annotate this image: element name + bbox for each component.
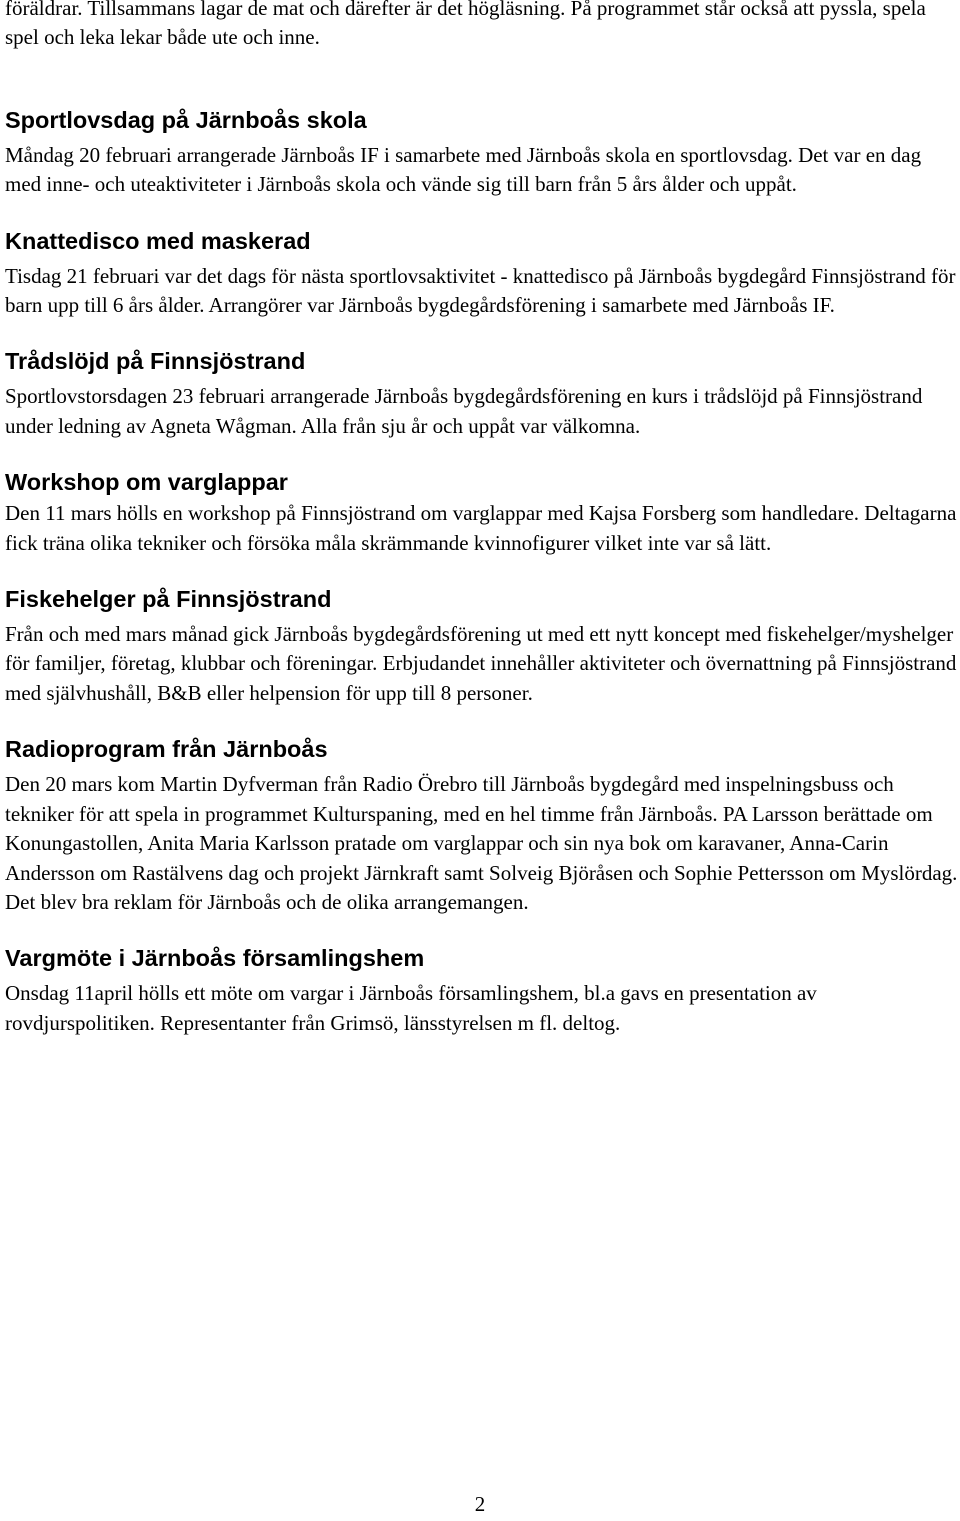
section-fiskehelger: [5, 584, 958, 708]
section-body: Tisdag 21 februari var det dags för nästa sportlovsaktivitet - knattedisco på Järnboås bygdegård Finnsjöstrand för barn upp till 6 års ålder. Arrangörer var Järnboås bygdegårdsförening i samarbete med Järnboås IF.: [5, 263, 956, 318]
section-body: Den 20 mars kom Martin Dyfverman från Radio Örebro till Järnboås bygdegård med inspelningsbuss och tekniker för att spela in programmet Kulturspaning, med en hel timme från Järnboås. PA Larsson berättade om Konungastollen, Anita Maria Karlsson pratade om varglappar och sin nya bok om karavaner, Anna-Carin Andersson om Rastälvens dag och projekt Järnkraft samt Solveig Björåsen och Sophie Pettersson om Myslördag. Det blev bra reklam för Järnboås och de olika arrangemangen.: [5, 772, 958, 914]
section-sportlovsdag: [5, 105, 958, 200]
section-body: Från och med mars månad gick Järnboås bygdegårdsförening ut med ett nytt koncept med fiskehelger/myshelger för familjer, företag, klubbar och föreningar. Erbjudandet innehåller aktiviteter och övernattning på Finnsjöstrand med självhushåll, B&B eller helpension för upp till 8 personer.: [5, 622, 957, 705]
page-number: 2: [474, 1492, 486, 1516]
section-workshop: [5, 467, 958, 558]
section-radioprogram: [5, 734, 958, 917]
section-body: Sportlovstorsdagen 23 februari arrangerade Järnboås bygdegårdsförening en kurs i trådslöjd på Finnsjöstrand under ledning av Agneta Wågman. Alla från sju år och uppåt var välkomna.: [5, 384, 923, 438]
intro-paragraph: föräldrar. Tillsammans lagar de mat och därefter är det högläsning. På programmet står också att pyssla, spela spel och leka lekar både ute och inne.: [5, 0, 926, 50]
section-body: Måndag 20 februari arrangerade Järnboås IF i samarbete med Järnboås skola en sportlovsdag. Det var en dag med inne- och uteaktiviteter i Järnboås skola och vände sig till barn från 5 års ålder och uppåt.: [5, 142, 922, 197]
section-heading: Fiskehelger på Finnsjöstrand: [5, 586, 332, 613]
section-heading: Vargmöte i Järnboås församlingshem: [5, 945, 425, 972]
section-heading: Workshop om varglappar: [5, 469, 288, 496]
section-vargmote: [5, 943, 958, 1038]
section-knattedisco: [5, 226, 958, 321]
section-tradslojd: [5, 346, 958, 441]
section-heading: Knattedisco med maskerad: [5, 227, 311, 254]
section-heading: Trådslöjd på Finnsjöstrand: [5, 348, 306, 375]
section-heading: Radioprogram från Järnboås: [5, 736, 328, 763]
section-body: Den 11 mars hölls en workshop på Finnsjöstrand om varglappar med Kajsa Forsberg som handledare. Deltagarna fick träna olika tekniker och försöka måla skrämmande kvinnofigurer vilket inte var så lätt.: [5, 501, 957, 555]
section-heading: Sportlovsdag på Järnboås skola: [5, 106, 367, 133]
document-page: [5, 0, 958, 1038]
section-body: Onsdag 11april hölls ett möte om vargar i Järnboås församlingshem, bl.a gavs en presentation av rovdjurspolitiken. Representanter från Grimsö, länsstyrelsen m fl. deltog.: [5, 981, 817, 1035]
